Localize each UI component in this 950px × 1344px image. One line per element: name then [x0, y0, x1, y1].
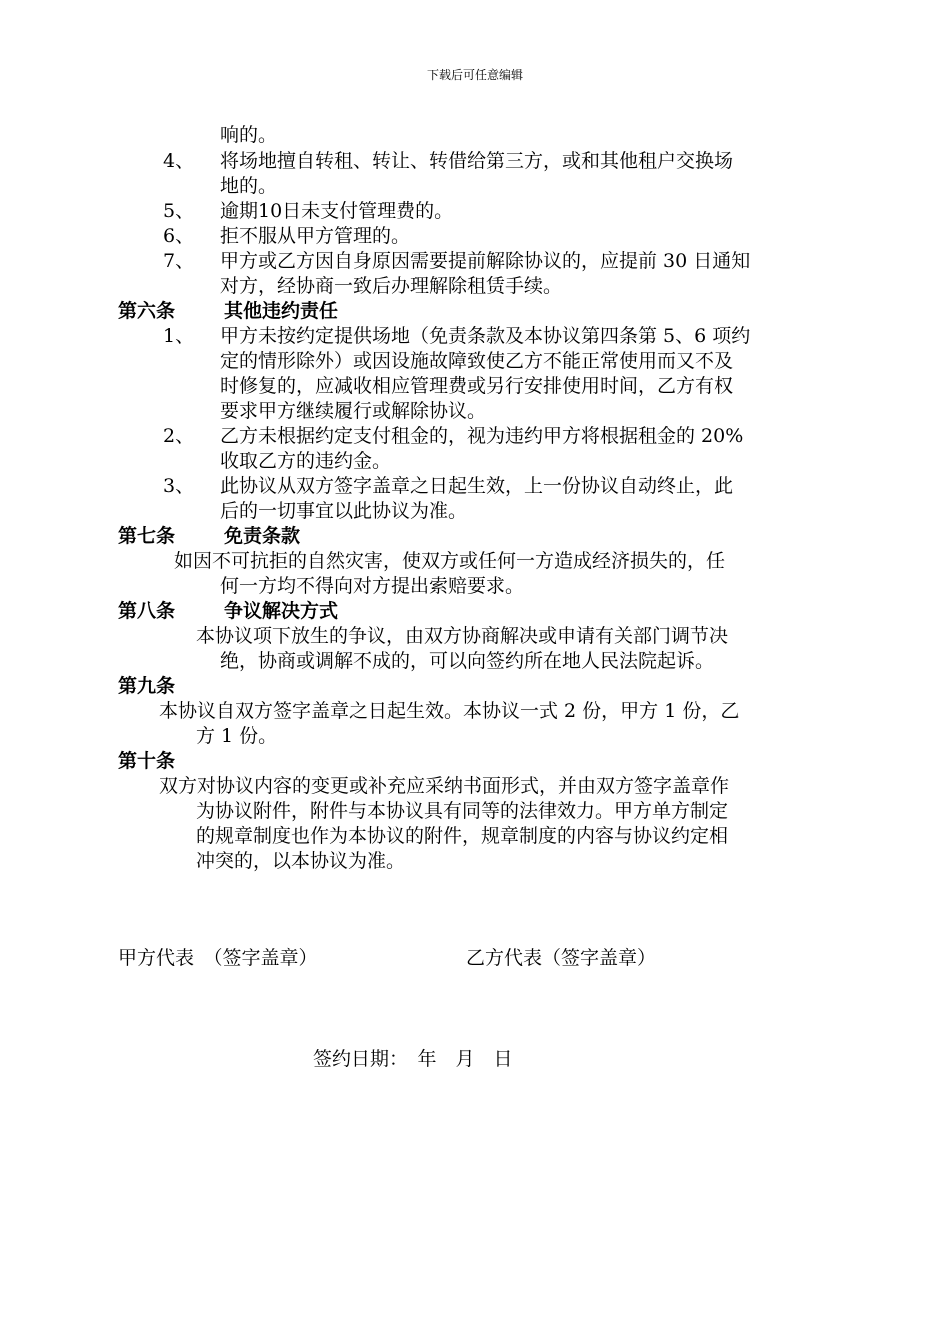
a10-line-4: 冲突的，以本协议为准。 — [196, 850, 406, 872]
a10-line-2: 为协议附件，附件与本协议具有同等的法律效力。甲方单方制定 — [196, 800, 729, 822]
item-4-line-1: 将场地擅自转租、转让、转借给第三方，或和其他租户交换场 — [220, 150, 734, 172]
article-6-title: 其他违约责任 — [224, 300, 339, 322]
a6-item-1-line-4: 要求甲方继续履行或解除协议。 — [220, 400, 487, 422]
a8-line-1: 本协议项下放生的争议，由双方协商解决或申请有关部门调节决 — [196, 625, 729, 647]
party-b-signature: 乙方代表（签字盖章） — [466, 947, 657, 969]
item-5-line-1: 逾期10日未支付管理费的。 — [220, 200, 454, 222]
article-10-heading — [118, 749, 175, 773]
signing-date: 签约日期： 年 月 日 — [313, 1048, 513, 1070]
article-6-heading — [118, 299, 339, 323]
item-7-number: 7、 — [163, 250, 195, 272]
a10-line-3: 的规章制度也作为本协议的附件，规章制度的内容与协议约定相 — [196, 825, 729, 847]
item-7-line-1: 甲方或乙方因自身原因需要提前解除协议的，应提前 30 日通知 — [220, 250, 751, 272]
a9-line-1: 本协议自双方签字盖章之日起生效。本协议一式 2 份，甲方 1 份，乙 — [159, 700, 740, 722]
item-6-line-1: 拒不服从甲方管理的。 — [220, 225, 411, 247]
article-6-label: 第六条 — [118, 300, 176, 322]
article-8-label: 第八条 — [118, 600, 176, 622]
item-7-line-2: 对方，经协商一致后办理解除租赁手续。 — [220, 275, 563, 297]
a6-item-2-line-1: 乙方未根据约定支付租金的，视为违约甲方将根据租金的 20% — [220, 425, 744, 447]
a7-line-1: 如因不可抗拒的自然灾害，使双方或任何一方造成经济损失的，任 — [174, 550, 726, 572]
a6-item-3-line-1: 此协议从双方签字盖章之日起生效，上一份协议自动终止，此 — [220, 475, 734, 497]
article-9-label: 第九条 — [118, 675, 176, 697]
a6-item-3-line-2: 后的一切事宜以此协议为准。 — [220, 500, 468, 522]
continuation-line: 响的。 — [220, 124, 278, 146]
article-9-heading — [118, 674, 175, 698]
a8-line-2: 绝，协商或调解不成的，可以向签约所在地人民法院起诉。 — [220, 650, 715, 672]
article-7-heading — [118, 524, 301, 548]
article-8-heading — [118, 599, 339, 623]
article-8-title: 争议解决方式 — [224, 600, 339, 622]
a6-item-1-line-3: 时修复的，应减收相应管理费或另行安排使用时间，乙方有权 — [220, 375, 734, 397]
a9-line-2: 方 1 份。 — [196, 725, 278, 747]
item-4-number: 4、 — [163, 150, 195, 172]
item-5-number: 5、 — [163, 200, 195, 222]
a6-item-2-number: 2、 — [163, 425, 195, 447]
page-header: 下载后可任意编辑 — [426, 68, 523, 82]
article-7-title: 免责条款 — [224, 525, 301, 547]
party-a-signature: 甲方代表 （签字盖章） — [118, 947, 318, 969]
a6-item-3-number: 3、 — [163, 475, 195, 497]
a7-line-2: 何一方均不得向对方提出索赔要求。 — [220, 575, 525, 597]
item-6-number: 6、 — [163, 225, 195, 247]
article-7-label: 第七条 — [118, 525, 176, 547]
a6-item-2-line-2: 收取乙方的违约金。 — [220, 450, 392, 472]
article-10-label: 第十条 — [118, 750, 176, 772]
a6-item-1-line-2: 定的情形除外）或因设施故障致使乙方不能正常使用而又不及 — [220, 350, 734, 372]
a6-item-1-line-1: 甲方未按约定提供场地（免责条款及本协议第四条第 5、6 项约 — [220, 325, 751, 347]
a6-item-1-number: 1、 — [163, 325, 195, 347]
item-4-line-2: 地的。 — [220, 175, 278, 197]
a10-line-1: 双方对协议内容的变更或补充应采纳书面形式，并由双方签字盖章作 — [159, 775, 730, 797]
